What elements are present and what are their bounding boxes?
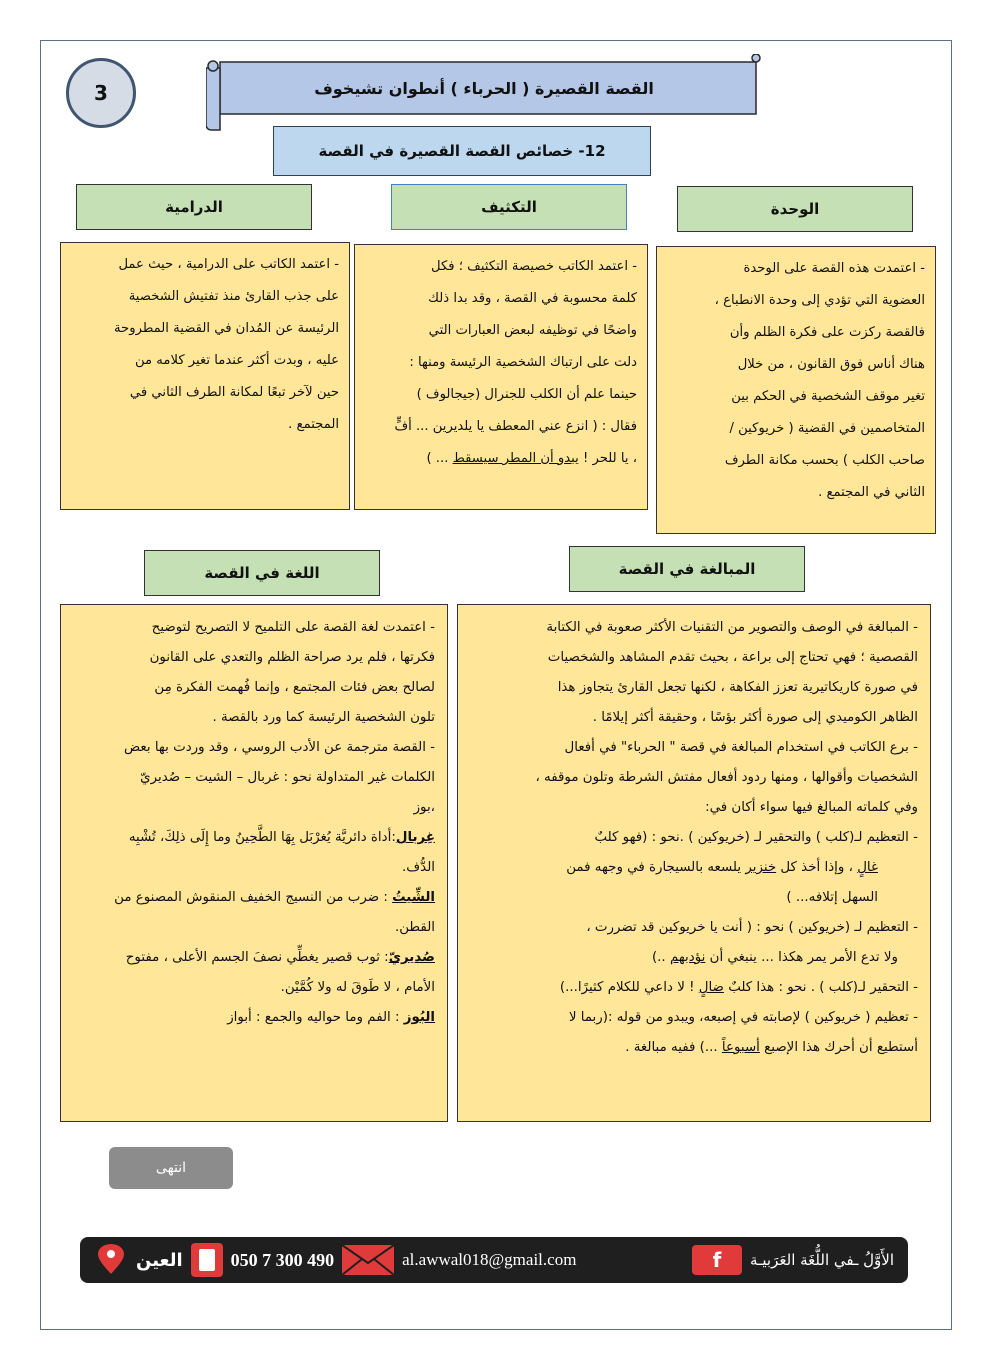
text-line: وفي كلماته المبالغ فيها سواء أكان في:	[705, 800, 918, 815]
text-line: - تعظيم ( خريوكين ) لإصابته في إصبعه، ويبدو من قوله :(ربما لا	[568, 1010, 918, 1025]
text-line: صاحب الكلب ) بحسب مكانة الطرف	[724, 453, 925, 468]
text-line: - التعظيم لـ(كلب ) والتحقير لـ (خريوكين ) .نحو : (فهو كلبٌ	[594, 830, 918, 845]
glossary-definition: : ثوب قصير يغطِّي نصفَ الجسم الأعلى ، مفتوح	[125, 950, 389, 965]
footer-city: العين	[136, 1249, 183, 1271]
text-line: المتخاصمين في القضية ( خريوكين /	[729, 421, 925, 436]
text-line: فالقصة ركزت على فكرة الظلم وأن	[729, 325, 925, 340]
text-fragment: - التحقير لـ(كلب ) . نحو : هذا كلبٌ	[723, 980, 918, 995]
text-fragment: ..)	[651, 950, 670, 965]
text-line: - القصة مترجمة عن الأدب الروسي ، وقد وردت بها بعض	[124, 740, 435, 755]
footer-phone[interactable]: 050 7 300 490	[230, 1249, 335, 1270]
text-line: هناك أناس فوق القانون ، من خلال	[737, 357, 925, 372]
text-line: فكرتها ، فلم يرد صراحة الظلم والتعدي على القانون	[149, 650, 435, 665]
text-line: - اعتمدت هذه القصة على الوحدة	[743, 261, 925, 276]
text-line: ،بوز	[413, 800, 435, 815]
label-language: اللغة في القصة	[144, 550, 380, 596]
glossary-term: البُوز	[403, 1010, 435, 1025]
glossary-term: صُديريّ	[388, 950, 435, 965]
text-fragment: ... )	[426, 451, 453, 466]
text-line: الدُّف.	[402, 860, 435, 875]
text-line: - التعظيم لـ (خريوكين ) نحو : ( أنت يا خريوكين قد تضررت ،	[586, 920, 918, 935]
page-number: 3	[94, 81, 108, 105]
section-subtitle: 12- خصائص القصة القصيرة في القصة	[273, 126, 651, 176]
condensation-box	[354, 244, 648, 510]
label-unity: الوحدة	[677, 186, 913, 232]
text-line: المجتمع .	[288, 417, 339, 432]
text-line: في صورة كاريكاتيرية تعزز الفكاهة ، لكنها تجعل القارئ يتجاوز هذا	[557, 680, 918, 695]
text-line: الرئيسة عن المُدان في القضية المطروحة	[113, 321, 339, 336]
text-line: القطن.	[394, 920, 435, 935]
glossary-entry	[73, 1003, 435, 1033]
glossary-entry	[73, 823, 435, 853]
text-line: - اعتمد الكاتب خصيصة التكثيف ؛ فكل	[431, 259, 637, 274]
footer-brand: الأَوَّلُ ـفي اللُّغَة العَرَبيـة	[749, 1251, 894, 1269]
glossary-term: غِربال	[395, 830, 435, 845]
text-line: - اعتمدت لغة القصة على التلميح لا التصريح لتوضيح	[151, 620, 435, 635]
text-fragment: أستطيع أن أحرك هذا الإصبع	[759, 1040, 918, 1055]
text-line	[470, 973, 918, 1003]
text-line	[367, 443, 637, 475]
footer-bar	[80, 1237, 908, 1283]
footer-left	[94, 1243, 576, 1277]
glossary-entry	[73, 943, 435, 973]
phone-icon	[191, 1243, 223, 1277]
mail-icon	[342, 1245, 394, 1275]
text-fragment: يلسعه بالسيجارة في وجهه فمن	[566, 860, 746, 875]
text-line: حين لآخر تبعًا لمكانة الطرف الثاني في	[129, 385, 339, 400]
underlined-word: أسبوعاً	[721, 1040, 760, 1055]
location-pin-icon	[94, 1243, 128, 1277]
text-fragment: ولا تدع الأمر يمر هكذا ... ينبغي أن	[705, 950, 898, 965]
label-drama: الدرامية	[76, 184, 312, 230]
text-line: فقال : ( انزع عني المعطف يا يلديرين ... أفٍّ	[394, 419, 637, 434]
text-line: الثاني في المجتمع .	[818, 485, 925, 500]
language-box	[60, 604, 448, 1122]
glossary-definition: :أداة دائريَّة يُغرْبَل بِهَا الطَّحِينُ وما إِلَى ذلِكَ، تُشْبِه	[128, 830, 396, 845]
text-line: - اعتمد الكاتب على الدرامية ، حيث عمل	[118, 257, 339, 272]
text-line: القصصية ؛ فهي تحتاج إلى براعة ، بحيث تقدم المشاهد والشخصيات	[547, 650, 918, 665]
text-fragment: ...) ففيه مبالغة .	[625, 1040, 722, 1055]
footer-email[interactable]: al.awwal018@gmail.com	[402, 1250, 577, 1269]
text-line: لصالح بعض فئات المجتمع ، وإنما فُهمت الفكرة مِن	[154, 680, 435, 695]
unity-box	[656, 246, 936, 534]
underlined-word: نؤدبهم	[669, 950, 706, 965]
underlined-word: غالٍ	[857, 860, 878, 875]
title-scroll	[206, 54, 762, 126]
glossary-definition: : الفم وما حواليه والجمع : أبواز	[227, 1010, 404, 1025]
text-line: عليه ، وبدت أكثر عندما تغير كلامه من	[135, 353, 339, 368]
text-line: تلون الشخصية الرئيسة كما ورد بالقصة .	[212, 710, 435, 725]
text-line	[470, 1033, 918, 1063]
glossary-entry	[73, 883, 435, 913]
text-line: الظاهر الكوميدي إلى صورة أكثر بؤسًا ، وحقيقة أكثر إيلامًا .	[592, 710, 918, 725]
text-line: تغير موقف الشخصية في الحكم بين	[731, 389, 925, 404]
text-fragment: ! لا داعي للكلام كثيرًا...)	[559, 980, 699, 995]
text-line: السهل إتلافه... )	[786, 890, 878, 905]
end-button[interactable]: انتهى	[109, 1147, 233, 1189]
text-line: دلت على ارتباك الشخصية الرئيسة ومنها :	[409, 355, 637, 370]
footer-right	[692, 1245, 894, 1275]
underlined-phrase: يبدو أن المطر سيسقط	[452, 451, 579, 466]
text-fragment: ، وإذا أخذ كل	[776, 860, 858, 875]
drama-box	[60, 242, 350, 510]
text-line: حينما علم أن الكلب للجنرال (جيجالوف )	[416, 387, 637, 402]
facebook-icon[interactable]: f	[692, 1245, 742, 1275]
text-line: العضوية التي تؤدي إلى وحدة الانطباع ،	[714, 293, 925, 308]
text-line: واضحًا في توظيفه لبعض العبارات التي	[428, 323, 637, 338]
page-title: القصة القصيرة ( الحرباء ) أنطوان تشيخوف	[314, 78, 654, 98]
text-line: - برع الكاتب في استخدام المبالغة في قصة " الحرباء" في أفعال	[564, 740, 918, 755]
label-exaggeration: المبالغة في القصة	[569, 546, 805, 592]
text-line	[470, 943, 918, 973]
text-fragment: ، يا للحر !	[578, 451, 637, 466]
glossary-definition: : ضرب من النسيج الخفيف المنقوش المصنوع من	[114, 890, 393, 905]
text-line	[470, 853, 918, 883]
text-line: الأمام ، لا طَوقَ له ولا كُمَّيْن.	[280, 980, 435, 995]
exaggeration-box	[457, 604, 931, 1122]
text-line: على جذب القارئ منذ تفتيش الشخصية	[128, 289, 339, 304]
glossary-term: الشِّيتُ	[392, 890, 435, 905]
text-line: كلمة محسوبة في القصة ، وقد بدا ذلك	[428, 291, 637, 306]
label-condensation: التكثيف	[391, 184, 627, 230]
text-line: الشخصيات وأقوالها ، ومنها ردود أفعال مفتش الشرطة وتلون موقفه ،	[535, 770, 918, 785]
underlined-word: خنزير	[745, 860, 777, 875]
text-line: الكلمات غير المتداولة نحو : غربال – الشيت – صُديريّ	[140, 770, 435, 785]
text-line: - المبالغة في الوصف والتصوير من التقنيات الأكثر صعوبة في الكتابة	[546, 620, 918, 635]
page-number-badge	[66, 58, 136, 128]
underlined-word: ضالٍ	[698, 980, 724, 995]
